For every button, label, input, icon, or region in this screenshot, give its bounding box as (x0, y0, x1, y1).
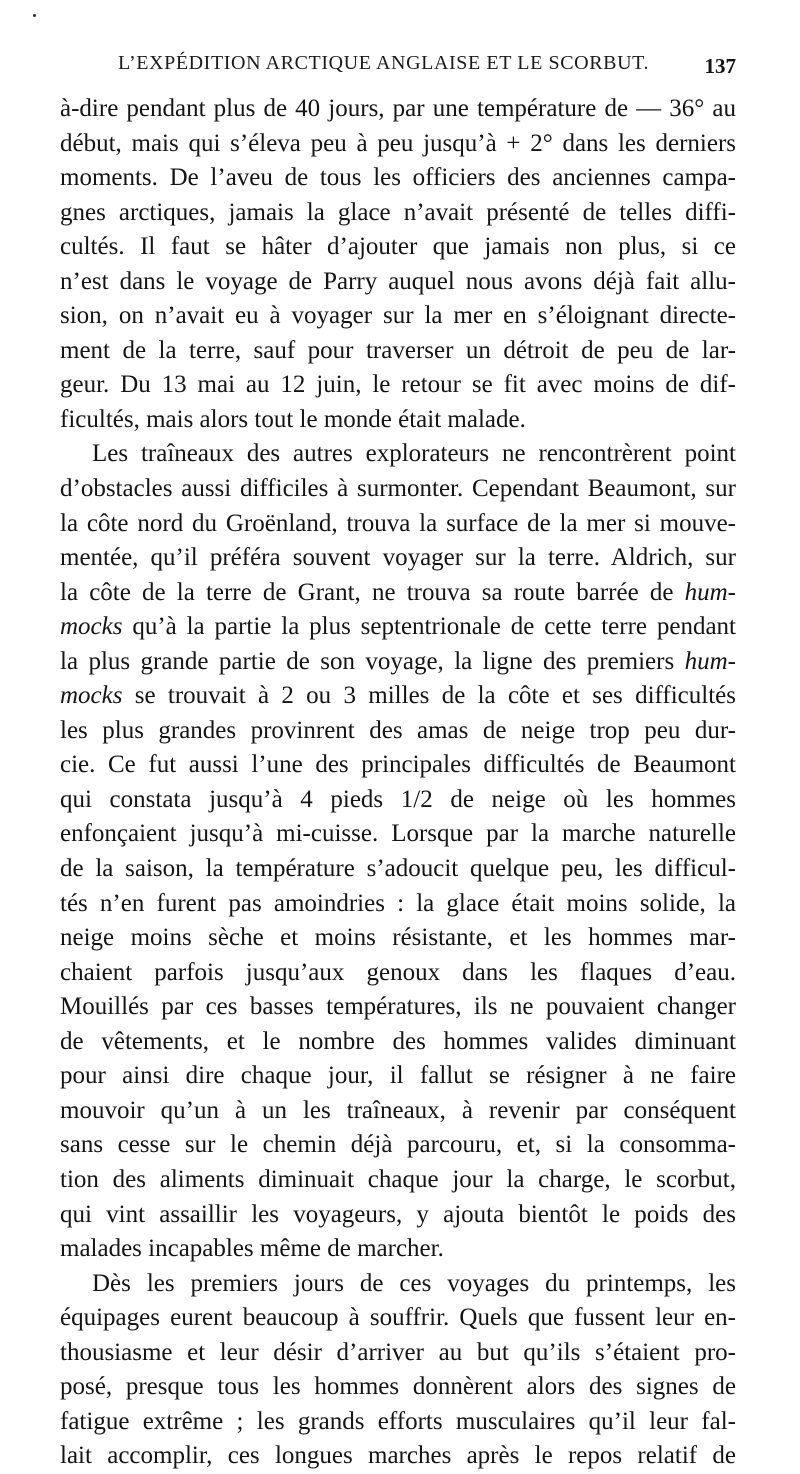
text-line: la plus grande partie de son voyage, la ligne des premiers hum- (60, 647, 736, 675)
text-line: malades incapables même de marcher. (60, 1235, 444, 1263)
text-line: sans cesse sur le chemin déjà parcouru, et, si la consomma- (60, 1131, 736, 1159)
book-page (60, 40, 736, 1470)
text-line: à-dire pendant plus de 40 jours, par une température de — 36° au (60, 95, 736, 122)
text-line: mouvoir qu’un à un les traîneaux, à revenir par conséquent (60, 1096, 736, 1124)
text-line: Mouillés par ces basses températures, ils ne pouvaient changer (60, 993, 736, 1021)
text-line: d’obstacles aussi difficiles à surmonter. Cependant Beaumont, sur (60, 475, 736, 503)
text-line: les plus grandes provinrent des amas de neige trop peu dur- (60, 716, 736, 744)
running-title: L’EXPÉDITION ARCTIQUE ANGLAISE ET LE SCORBUT. (118, 52, 650, 74)
text-line: cie. Ce fut aussi l’une des principales difficultés de Beaumont (60, 751, 736, 779)
text-line: ment de la terre, sauf pour traverser un détroit de peu de lar- (60, 336, 736, 364)
margin-dot (33, 14, 36, 17)
text-line: qui vint assaillir les voyageurs, y ajouta bientôt le poids des (60, 1200, 736, 1228)
text-line: qui constata jusqu’à 4 pieds 1/2 de neige où les hommes (60, 785, 736, 813)
text-line: la côte nord du Groënland, trouva la surface de la mer si mouve- (60, 509, 736, 537)
text-line: Dès les premiers jours de ces voyages du printemps, les (92, 1269, 736, 1297)
text-line: fatigue extrême ; les grands efforts musculaires qu’il leur fal- (60, 1407, 736, 1435)
text-line: pour ainsi dire chaque jour, il fallut se résigner à ne faire (60, 1062, 736, 1090)
text-line: neige moins sèche et moins résistante, et les hommes mar- (60, 924, 736, 952)
text-line: geur. Du 13 mai au 12 juin, le retour se fit avec moins de dif- (60, 371, 736, 399)
text-line: mocks se trouvait à 2 ou 3 milles de la côte et ses difficultés (60, 682, 736, 710)
text-line: tés n’en furent pas amoindries : la glace était moins solide, la (60, 889, 736, 917)
text-line: Les traîneaux des autres explorateurs ne rencontrèrent point (92, 440, 736, 468)
text-line: de la saison, la température s’adoucit quelque peu, les difficul- (60, 855, 736, 883)
text-line: lait accomplir, ces longues marches après le repos relatif de (60, 1442, 736, 1470)
text-line: mentée, qu’il préféra souvent voyager sur la terre. Aldrich, sur (60, 544, 736, 572)
text-line: ficultés, mais alors tout le monde était malade. (60, 405, 526, 433)
text-line: équipages eurent beaucoup à souffrir. Quels que fussent leur en- (60, 1304, 736, 1332)
text-line: cultés. Il faut se hâter d’ajouter que jamais non plus, si ce (60, 233, 736, 261)
text-line: n’est dans le voyage de Parry auquel nous avons déjà fait allu- (60, 267, 736, 295)
text-line: mocks qu’à la partie la plus septentrionale de cette terre pendant (60, 613, 736, 641)
text-line: sion, on n’avait eu à voyager sur la mer en s’éloignant directe- (60, 302, 736, 330)
text-line: tion des aliments diminuait chaque jour la charge, le scorbut, (60, 1165, 736, 1193)
text-line: de vêtements, et le nombre des hommes valides diminuant (60, 1027, 736, 1055)
running-head (60, 40, 736, 80)
text-line: gnes arctiques, jamais la glace n’avait présenté de telles diffi- (60, 198, 736, 226)
text-line: début, mais qui s’éleva peu à peu jusqu’à + 2° dans les derniers (60, 129, 736, 157)
text-line: thousiasme et leur désir d’arriver au but qu’ils s’étaient pro- (60, 1338, 736, 1366)
text-line: enfonçaient jusqu’à mi-cuisse. Lorsque par la marche naturelle (60, 820, 736, 848)
text-line: la côte de la terre de Grant, ne trouva sa route barrée de hum- (60, 578, 736, 606)
body-text (60, 92, 736, 1474)
page-number: 137 (704, 54, 736, 78)
text-line: posé, presque tous les hommes donnèrent alors des signes de (60, 1373, 736, 1401)
text-line: moments. De l’aveu de tous les officiers des anciennes campa- (60, 164, 736, 192)
text-line: chaient parfois jusqu’aux genoux dans les flaques d’eau. (60, 958, 736, 986)
